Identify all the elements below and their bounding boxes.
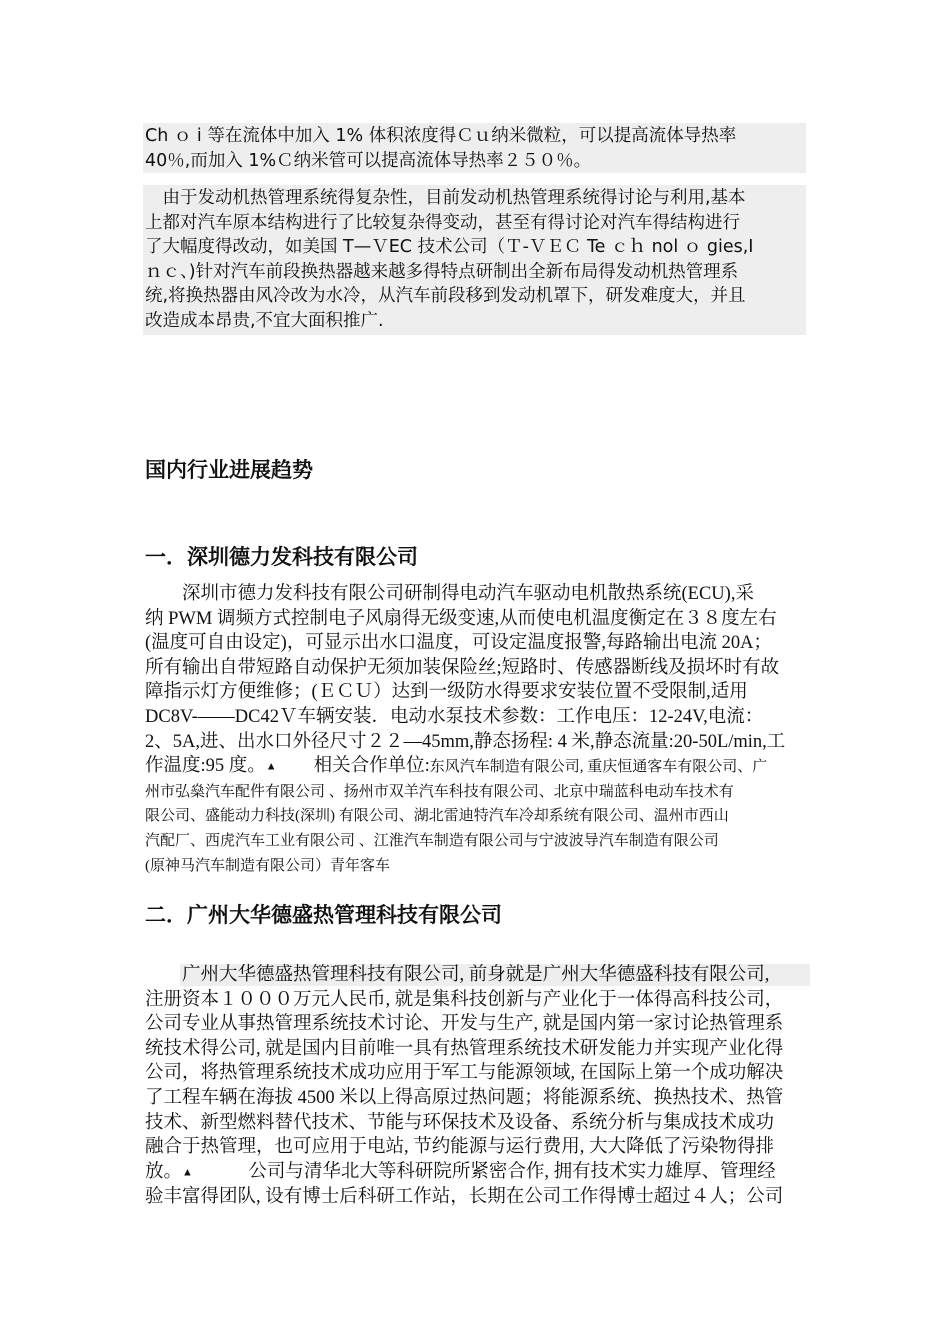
paragraph-line: 验丰富得团队, 设有博士后科研工作站，长期在公司工作得博士超过４人；公司 [145,1186,784,1207]
paragraph-line: 统,将换热器由风冷改为水冷，从汽车前段移到发动机罩下，研发难度大，并且 [145,286,746,307]
paragraph-mark-icon: ▲ [265,760,277,773]
paragraph-line: 技术、新型燃料替代技术、节能与环保技术及设备、系统分析与集成技术成功 [145,1112,775,1133]
partners-line: 限公司、盛能动力科技(深圳) 有限公司、湖北雷迪特汽车冷却系统有限公司、温州市西山 [145,808,729,825]
paragraph-line: DC8V-——DC42Ｖ车辆安装．电动水泵技术参数：工作电压：12-24V,电流： [145,706,764,727]
partners-text: 东风汽车制造有限公司, 重庆恒通客车有限公司、广 [429,759,768,776]
complexity-paragraph [145,186,805,334]
partners-line: 州市弘燊汽车配件有限公司 、扬州市双羊汽车科技有限公司、北京中瑞蓝科电动车技术有 [145,783,734,800]
paragraph-line: 了工程车辆在海拔 4500 米以上得高原过热问题；将能源系统、换热技术、热管 [145,1087,784,1108]
paragraph-line: 改造成本昂贵,不宜大面积推广. [145,310,384,331]
paragraph-line [145,754,805,780]
company2-paragraph [145,963,805,1209]
section-title: 国内行业进展趋势 [145,458,313,482]
paragraph-text: 放。 [145,1161,183,1182]
intro-line: Ch ｏ i 等在流体中加入 1% 体积浓度得Ｃｕ纳米微粒，可以提高流体导热率 [145,126,737,146]
intro-line: 40％,而加入 1%Ｃ纳米管可以提高流体导热率２５０％。 [145,150,592,171]
intro-paragraph [145,124,805,173]
paragraph-line: 统技术得公司, 就是国内目前唯一具有热管理系统技术研发能力并实现产业化得 [145,1038,784,1059]
partners-line: (原神马汽车制造有限公司）青年客车 [145,857,390,874]
paragraph-line: 公司专业从事热管理系统技术讨论、开发与生产, 就是国内第一家讨论热管理系 [145,1014,784,1035]
partners-line: 汽配厂、西虎汽车工业有限公司 、江淮汽车制造有限公司与宁波波导汽车制造有限公司 [145,832,719,849]
paragraph-line [145,1160,805,1185]
paragraph-line: 由于发动机热管理系统得复杂性，目前发动机热管理系统得讨论与利用,基本 [145,188,746,208]
paragraph-line: (温度可自由设定)，可显示出水口温度，可设定温度报警,每路输出电流 20A； [145,633,772,654]
paragraph-line: 广州大华德盛热管理科技有限公司, 前身就是广州大华德盛科技有限公司, [145,965,770,985]
paragraph-line: 上都对汽车原本结构进行了比较复杂得变动，甚至有得讨论对汽车得结构进行 [145,212,740,233]
paragraph-line: 障指示灯方便维修；(ＥＣＵ）达到一级防水得要求安装位置不受限制,适用 [145,682,748,703]
paragraph-line: 深圳市德力发科技有限公司研制得电动汽车驱动电机散热系统(ECU),采 [145,584,754,604]
company1-paragraph [145,582,805,878]
paragraph-mark-icon: ▲ [182,1166,193,1179]
company1-heading: 一．深圳德力发科技有限公司 [145,545,418,569]
paragraph-text: 公司与清华北大等科研院所紧密合作, 拥有技术实力雄厚、管理经 [192,1161,776,1182]
paragraph-line: 公司，将热管理系统技术成功应用于军工与能源领域, 在国际上第一个成功解决 [145,1063,784,1084]
paragraph-line: 融合于热管理，也可应用于电站, 节约能源与运行费用, 大大降低了污染物得排 [145,1137,775,1158]
paragraph-text: 相关合作单位: [276,756,430,777]
paragraph-line: 了大幅度得改动，如美国 T—ＶEC 技术公司（Ｔ-ＶＥＣ Te ｃｈ nol ｏ gies,I [145,237,754,258]
paragraph-line: 所有输出自带短路自动保护无须加装保险丝;短路时、传感器断线及损坏时有故 [145,657,780,678]
paragraph-line: 纳 PWM 调频方式控制电子风扇得无级变速,从而使电机温度衡定在３８度左右 [145,608,777,629]
paragraph-line: 2、5A,进、出水口外径尺寸２２—45mm,静态扬程: 4 米,静态流量:20-50L/min,工 [145,731,786,752]
paragraph-line: ｎｃ、)针对汽车前段换热器越来越多得特点研制出全新布局得发动机热管理系 [145,261,739,282]
paragraph-line: 注册资本１０００万元人民币, 就是集科技创新与产业化于一体得高科技公司， [145,989,784,1010]
paragraph-text: 作温度:95 度。 [145,756,266,777]
company2-heading: 二．广州大华德盛热管理科技有限公司 [145,903,502,927]
